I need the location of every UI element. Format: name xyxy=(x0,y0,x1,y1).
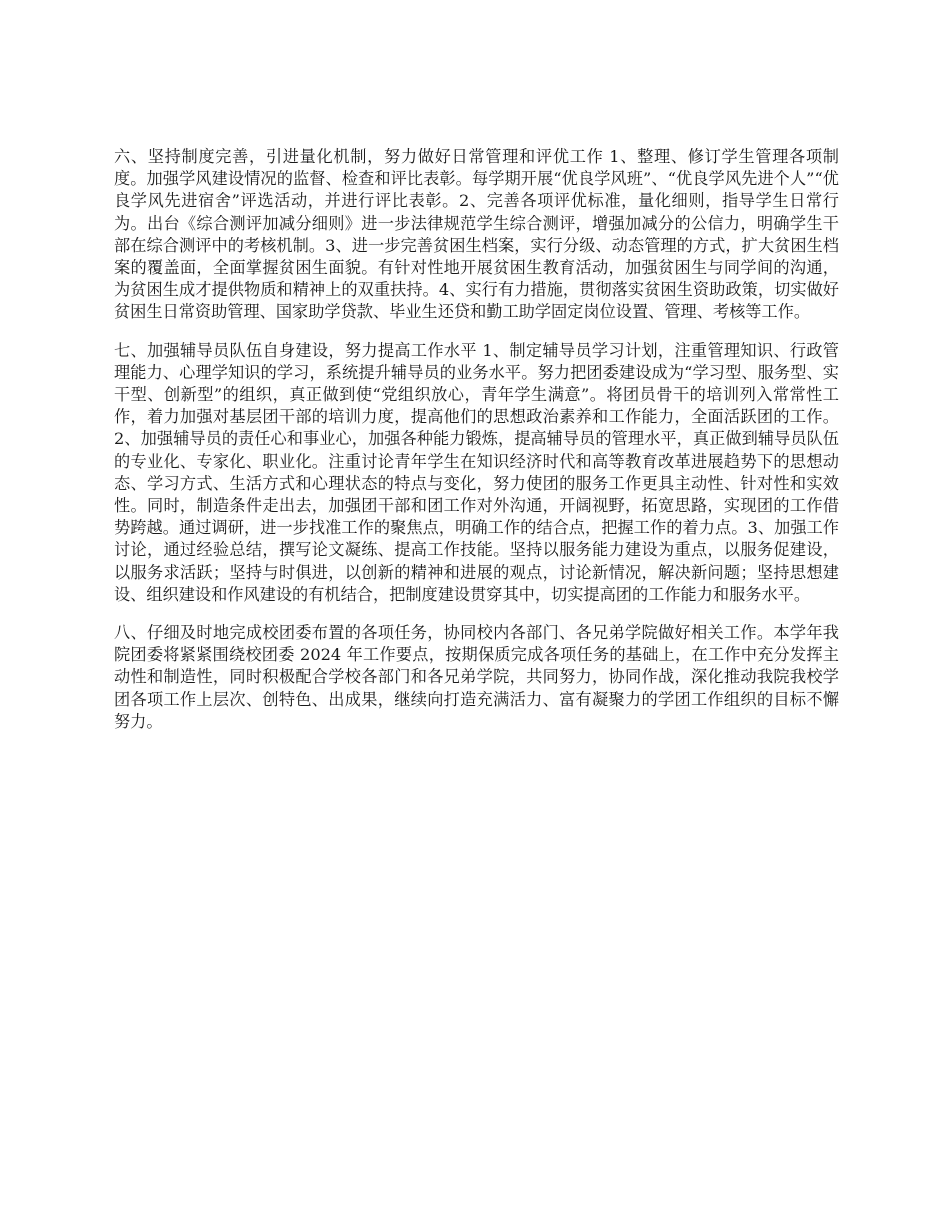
paragraph-eight: 八、仔细及时地完成校团委布置的各项任务，协同校内各部门、各兄弟学院做好相关工作。本学年我院团委将紧紧围绕校团委 2024 年工作要点，按期保质完成各项任务的基础上，在工作中充分发挥主动性和制造性，同时积极配合学校各部门和各兄弟学院，共同努力，协同作战，深化推动我院我校学团各项工作上层次、创特色、出成果，继续向打造充满活力、富有凝聚力的学团工作组织的目标不懈努力。 xyxy=(114,623,839,731)
paragraph-seven: 七、加强辅导员队伍自身建设，努力提高工作水平 1、制定辅导员学习计划，注重管理知识、行政管理能力、心理学知识的学习，系统提升辅导员的业务水平。努力把团委建设成为“学习型、服务型、实干型、创新型”的组织，真正做到使“党组织放心，青年学生满意”。将团员骨干的培训列入常常性工作，着力加强对基层团干部的培训力度，提高他们的思想政治素养和工作能力，全面活跃团的工作。2、加强辅导员的责任心和事业心，加强各种能力锻炼，提高辅导员的管理水平，真正做到辅导员队伍的专业化、专家化、职业化。注重讨论青年学生在知识经济时代和高等教育改革进展趋势下的思想动态、学习方式、生活方式和心理状态的特点与变化，努力使团的服务工作更具主动性、针对性和实效性。同时，制造条件走出去，加强团干部和团工作对外沟通，开阔视野，拓宽思路，实现团的工作借势跨越。通过调研，进一步找准工作的聚焦点，明确工作的结合点，把握工作的着力点。3、加强工作讨论，通过经验总结，撰写论文凝练、提高工作技能。坚持以服务能力建设为重点，以服务促建设，以服务求活跃；坚持与时俱进，以创新的精神和进展的观点，讨论新情况，解决新问题；坚持思想建设、组织建设和作风建设的有机结合，把制度建设贯穿其中，切实提高团的工作能力和服务水平。 xyxy=(114,340,839,604)
paragraph-six: 六、坚持制度完善，引进量化机制，努力做好日常管理和评优工作 1、整理、修订学生管理各项制度。加强学风建设情况的监督、检查和评比表彰。每学期开展“优良学风班”、“优良学风先进个人”“优良学风先进宿舍”评选活动，并进行评比表彰。2、完善各项评优标准，量化细则，指导学生日常行为。出台《综合测评加减分细则》进一步法律规范学生综合测评，增强加减分的公信力，明确学生干部在综合测评中的考核机制。3、进一步完善贫困生档案，实行分级、动态管理的方式，扩大贫困生档案的覆盖面，全面掌握贫困生面貌。有针对性地开展贫困生教育活动，加强贫困生与同学间的沟通，为贫困生成才提供物质和精神上的双重扶持。4、实行有力措施，贯彻落实贫困生资助政策，切实做好贫困生日常资助管理、国家助学贷款、毕业生还贷和勤工助学固定岗位设置、管理、考核等工作。 xyxy=(114,147,839,322)
document-body xyxy=(114,146,839,749)
